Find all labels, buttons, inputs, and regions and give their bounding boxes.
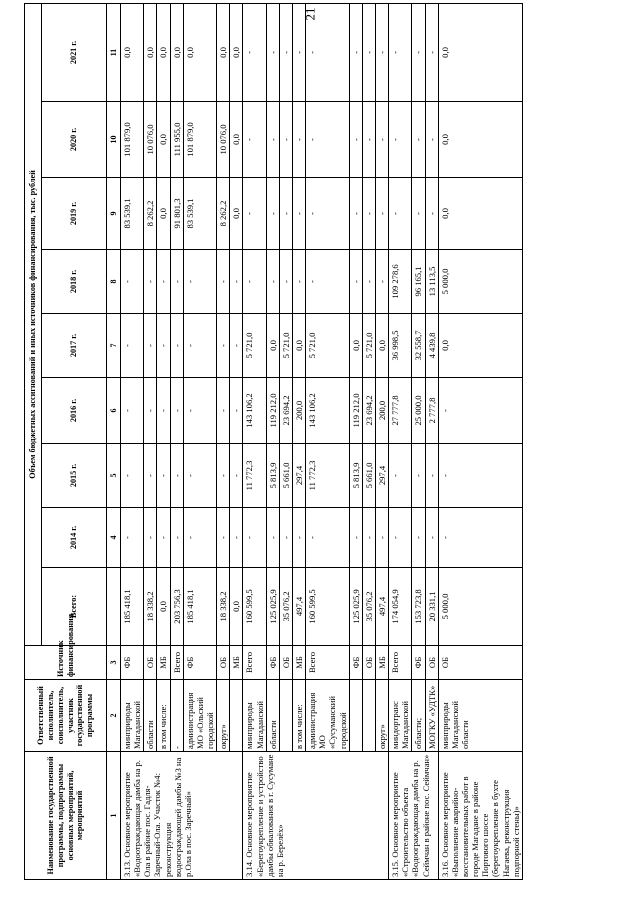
total-value-cell: 18 338,2 xyxy=(217,568,230,646)
total-value-cell: 0,0 xyxy=(230,568,243,646)
column-number: 5 xyxy=(107,444,121,508)
executor-cell: минприроды Магаданской xyxy=(243,680,266,752)
column-number: 10 xyxy=(107,102,121,178)
year-value-cell: - xyxy=(349,178,362,250)
year-value-cell: 5 661,0 xyxy=(362,444,375,508)
year-value-cell: 5 721,0 xyxy=(362,314,375,378)
header-year: 2019 г. xyxy=(42,178,107,250)
year-value-cell: - xyxy=(230,314,243,378)
year-value-cell: - xyxy=(279,178,292,250)
header-source: Источник финансирования xyxy=(25,646,107,680)
year-value-cell: 109 278,6 xyxy=(389,250,412,314)
year-value-cell: - xyxy=(375,250,388,314)
source-cell: МБ xyxy=(157,646,170,680)
measure-name-cell: 3.14. Основное мероприятие «Берегоукрепление и устройство дамбы обвалования в г. Сусумане на р. Берелёх» xyxy=(243,752,389,880)
total-value-cell: 497,4 xyxy=(375,568,388,646)
table-row xyxy=(230,3,243,879)
year-value-cell: - xyxy=(217,314,230,378)
year-value-cell: 143 106,2 xyxy=(306,378,350,444)
column-number xyxy=(107,568,121,646)
source-cell: МБ xyxy=(230,646,243,680)
year-value-cell: 96 165,1 xyxy=(412,250,425,314)
year-value-cell: 0,0 xyxy=(183,3,216,101)
header-year: 2021 г. xyxy=(42,3,107,101)
year-value-cell: 8 262,2 xyxy=(217,178,230,250)
source-cell: Всего xyxy=(306,646,350,680)
year-value-cell: 32 558,7 xyxy=(412,314,425,378)
year-value-cell: - xyxy=(144,444,157,508)
year-value-cell: - xyxy=(389,508,412,568)
executor-cell: в том числе: xyxy=(157,680,170,752)
year-value-cell: - xyxy=(157,314,170,378)
column-number: 7 xyxy=(107,314,121,378)
executor-cell: области xyxy=(266,680,279,752)
year-value-cell: - xyxy=(425,178,438,250)
source-cell: ФБ xyxy=(266,646,279,680)
page-number: 21 xyxy=(302,7,318,21)
year-value-cell: 0,0 xyxy=(438,102,522,178)
total-value-cell: 185 418,1 xyxy=(121,568,144,646)
year-value-cell: - xyxy=(375,102,388,178)
year-value-cell: - xyxy=(183,314,216,378)
year-value-cell: 5 813,9 xyxy=(349,444,362,508)
column-number: 9 xyxy=(107,178,121,250)
year-value-cell: 5 661,0 xyxy=(279,444,292,508)
total-value-cell: 0,0 xyxy=(157,568,170,646)
year-value-cell: - xyxy=(157,508,170,568)
total-value-cell: 35 076,2 xyxy=(362,568,375,646)
table-row xyxy=(362,3,375,879)
year-value-cell: - xyxy=(375,178,388,250)
year-value-cell: 36 998,5 xyxy=(389,314,412,378)
table-row xyxy=(349,3,362,879)
year-value-cell: - xyxy=(349,508,362,568)
year-value-cell: - xyxy=(389,102,412,178)
total-value-cell: 5 000,0 xyxy=(438,568,522,646)
header-total: Всего: xyxy=(42,568,107,646)
column-number: 8 xyxy=(107,250,121,314)
year-value-cell: - xyxy=(362,250,375,314)
year-value-cell: - xyxy=(230,508,243,568)
year-value-cell: - xyxy=(349,250,362,314)
year-value-cell: - xyxy=(279,102,292,178)
year-value-cell: - xyxy=(412,3,425,101)
year-value-cell: - xyxy=(362,178,375,250)
year-value-cell: - xyxy=(279,250,292,314)
year-value-cell: - xyxy=(170,444,183,508)
table-row xyxy=(170,3,183,879)
year-value-cell: - xyxy=(362,508,375,568)
year-value-cell: 143 106,2 xyxy=(243,378,266,444)
year-value-cell: 297,4 xyxy=(375,444,388,508)
year-value-cell: 10 076,0 xyxy=(217,102,230,178)
year-value-cell: 11 772,3 xyxy=(243,444,266,508)
source-cell: Всего xyxy=(243,646,266,680)
executor-cell xyxy=(279,680,292,752)
year-value-cell: - xyxy=(157,250,170,314)
year-value-cell: - xyxy=(266,3,279,101)
year-value-cell: - xyxy=(389,444,412,508)
year-value-cell: - xyxy=(349,3,362,101)
year-value-cell: - xyxy=(157,378,170,444)
executor-cell: администрация МО «Ольский городской xyxy=(183,680,216,752)
year-value-cell: 119 212,0 xyxy=(349,378,362,444)
table-row xyxy=(306,3,350,879)
source-cell: Всего xyxy=(170,646,183,680)
year-value-cell: 5 721,0 xyxy=(306,314,350,378)
year-value-cell: - xyxy=(217,444,230,508)
executor-cell: администрация МО «Сусуманский городской xyxy=(306,680,350,752)
year-value-cell: - xyxy=(438,508,522,568)
source-cell: ОБ xyxy=(144,646,157,680)
year-value-cell: - xyxy=(389,3,412,101)
year-value-cell: - xyxy=(243,250,266,314)
executor-cell: в том числе: xyxy=(292,680,305,752)
header-year: 2015 г. xyxy=(42,444,107,508)
year-value-cell: 200,0 xyxy=(292,378,305,444)
year-value-cell: 0,0 xyxy=(157,178,170,250)
year-value-cell: 83 539,1 xyxy=(183,178,216,250)
table-row xyxy=(157,3,170,879)
year-value-cell: - xyxy=(121,250,144,314)
year-value-cell: - xyxy=(121,314,144,378)
executor-cell: округ» xyxy=(375,680,388,752)
year-value-cell: - xyxy=(183,444,216,508)
total-value-cell: 35 076,2 xyxy=(279,568,292,646)
header-year: 2020 г. xyxy=(42,102,107,178)
measure-name-cell: 3.15. Основное мероприятие «Строительство объекта «Водоограждающая дамба на р. Сеймчан в районе пос. Сеймчан» xyxy=(389,752,439,880)
year-value-cell: 8 262,2 xyxy=(144,178,157,250)
year-value-cell: 25 000,0 xyxy=(412,378,425,444)
year-value-cell: - xyxy=(157,444,170,508)
year-value-cell: 0,0 xyxy=(230,102,243,178)
executor-cell: - xyxy=(170,680,183,752)
column-number: 3 xyxy=(107,646,121,680)
year-value-cell: - xyxy=(266,508,279,568)
table-row xyxy=(438,3,522,879)
source-cell: ОБ xyxy=(217,646,230,680)
year-value-cell: - xyxy=(243,508,266,568)
source-cell: ОБ xyxy=(438,646,522,680)
year-value-cell: 200,0 xyxy=(375,378,388,444)
year-value-cell: - xyxy=(144,314,157,378)
column-number: 11 xyxy=(107,3,121,101)
year-value-cell: - xyxy=(389,178,412,250)
year-value-cell: - xyxy=(266,178,279,250)
executor-cell: миндортранс Магаданской xyxy=(389,680,412,752)
year-value-cell: - xyxy=(306,250,350,314)
column-number: 2 xyxy=(107,680,121,752)
year-value-cell: 5 721,0 xyxy=(279,314,292,378)
source-cell: Всего xyxy=(389,646,412,680)
source-cell: ФБ xyxy=(121,646,144,680)
year-value-cell: 5 813,9 xyxy=(266,444,279,508)
year-value-cell: - xyxy=(306,178,350,250)
year-value-cell: - xyxy=(362,3,375,101)
table-row xyxy=(412,3,425,879)
year-value-cell: 0,0 xyxy=(438,314,522,378)
year-value-cell: - xyxy=(217,378,230,444)
total-value-cell: 160 599,5 xyxy=(306,568,350,646)
table-row xyxy=(217,3,230,879)
year-value-cell: 0,0 xyxy=(349,314,362,378)
year-value-cell: - xyxy=(375,508,388,568)
year-value-cell: - xyxy=(306,102,350,178)
header-name: Наименование государственной программы, подпрограммы основных мероприятий, мероприятий xyxy=(25,752,107,880)
header-funding-group: Объем бюджетных ассигнований и иных источников финансирования, тыс. рублей xyxy=(25,3,42,645)
year-value-cell: 0,0 xyxy=(375,314,388,378)
total-value-cell: 125 025,9 xyxy=(266,568,279,646)
total-value-cell: 174 054,9 xyxy=(389,568,412,646)
year-value-cell: - xyxy=(144,508,157,568)
table-row xyxy=(243,3,266,879)
year-value-cell: 13 113,5 xyxy=(425,250,438,314)
header-year: 2016 г. xyxy=(42,378,107,444)
year-value-cell: 297,4 xyxy=(292,444,305,508)
year-value-cell: - xyxy=(438,378,522,444)
source-cell: ФБ xyxy=(349,646,362,680)
year-value-cell: - xyxy=(412,508,425,568)
source-cell: ФБ xyxy=(412,646,425,680)
total-value-cell: 153 723,8 xyxy=(412,568,425,646)
year-value-cell: - xyxy=(243,3,266,101)
year-value-cell: - xyxy=(170,378,183,444)
measure-name-cell: 3.13. Основное мероприятие «Водоотраждающая дамба на р. Ола в районе пос. Гадля-Заречный-Ола. Участок №4: реконструкция водоограждающей дамбы №3 на р.Ола в пос. Заречный» xyxy=(121,752,243,880)
column-number: 4 xyxy=(107,508,121,568)
year-value-cell: - xyxy=(425,3,438,101)
year-value-cell: - xyxy=(412,102,425,178)
year-value-cell: - xyxy=(266,250,279,314)
year-value-cell: 111 955,0 xyxy=(170,102,183,178)
year-value-cell: - xyxy=(425,102,438,178)
year-value-cell: - xyxy=(266,102,279,178)
executor-cell xyxy=(230,680,243,752)
table-row xyxy=(292,3,305,879)
year-value-cell: 0,0 xyxy=(266,314,279,378)
total-value-cell: 125 025,9 xyxy=(349,568,362,646)
year-value-cell: - xyxy=(144,250,157,314)
year-value-cell: 83 539,1 xyxy=(121,178,144,250)
source-cell: МБ xyxy=(375,646,388,680)
year-value-cell: 101 879,0 xyxy=(121,102,144,178)
year-value-cell: - xyxy=(412,178,425,250)
year-value-cell: 0,0 xyxy=(217,3,230,101)
measure-name-cell: 3.16. Основное мероприятие «Выполнение аварийно-восстановительных работ в городе Магадане в районе Портового шоссе (берегоукрепление в бухте Нагаева, реконструкция подпорной стены)» xyxy=(438,752,522,880)
year-value-cell: 119 212,0 xyxy=(266,378,279,444)
table-row xyxy=(389,3,412,879)
table-row xyxy=(375,3,388,879)
year-value-cell: - xyxy=(217,508,230,568)
total-value-cell: 203 756,3 xyxy=(170,568,183,646)
year-value-cell: - xyxy=(121,508,144,568)
year-value-cell: - xyxy=(279,508,292,568)
source-cell: МБ xyxy=(292,646,305,680)
year-value-cell: 0,0 xyxy=(157,3,170,101)
year-value-cell: - xyxy=(243,102,266,178)
table-row xyxy=(121,3,144,879)
executor-cell xyxy=(349,680,362,752)
funding-table xyxy=(24,3,523,880)
year-value-cell: 27 777,8 xyxy=(389,378,412,444)
year-value-cell: 5 000,0 xyxy=(438,250,522,314)
table-body xyxy=(121,3,523,879)
year-value-cell: 0,0 xyxy=(144,3,157,101)
year-value-cell: - xyxy=(279,3,292,101)
year-value-cell: - xyxy=(170,508,183,568)
year-value-cell: 101 879,0 xyxy=(183,102,216,178)
executor-cell: области xyxy=(144,680,157,752)
table-row xyxy=(266,3,279,879)
header-year: 2014 г. xyxy=(42,508,107,568)
year-value-cell: - xyxy=(217,250,230,314)
year-value-cell: 23 694,2 xyxy=(362,378,375,444)
executor-cell: минприроды Магаданской xyxy=(121,680,144,752)
source-cell: ОБ xyxy=(362,646,375,680)
year-value-cell: - xyxy=(412,444,425,508)
year-value-cell: 23 694,2 xyxy=(279,378,292,444)
year-value-cell: - xyxy=(243,178,266,250)
year-value-cell: - xyxy=(306,3,350,101)
source-cell: ФБ xyxy=(183,646,216,680)
year-value-cell: - xyxy=(292,3,305,101)
year-value-cell: 0,0 xyxy=(438,178,522,250)
executor-cell: МОГКУ «УДТК» xyxy=(425,680,438,752)
rotated-table-container xyxy=(24,4,620,880)
year-value-cell: - xyxy=(292,102,305,178)
executor-cell: округ» xyxy=(217,680,230,752)
year-value-cell: - xyxy=(183,378,216,444)
header-executor: Ответственный исполнитель, соисполнитель, участник государственной программы xyxy=(25,680,107,752)
year-value-cell: 0,0 xyxy=(170,3,183,101)
year-value-cell: 10 076,0 xyxy=(144,102,157,178)
year-value-cell: - xyxy=(183,250,216,314)
year-value-cell: 0,0 xyxy=(230,3,243,101)
source-cell: ОБ xyxy=(279,646,292,680)
year-value-cell: - xyxy=(362,102,375,178)
header-year: 2017 г. xyxy=(42,314,107,378)
total-value-cell: 20 331,1 xyxy=(425,568,438,646)
year-value-cell: 4 439,8 xyxy=(425,314,438,378)
year-value-cell: - xyxy=(230,250,243,314)
column-number: 6 xyxy=(107,378,121,444)
year-value-cell: 5 721,0 xyxy=(243,314,266,378)
total-value-cell: 497,4 xyxy=(292,568,305,646)
year-value-cell: - xyxy=(121,378,144,444)
year-value-cell: 0,0 xyxy=(121,3,144,101)
executor-cell xyxy=(362,680,375,752)
year-value-cell: 0,0 xyxy=(438,3,522,101)
total-value-cell: 185 418,1 xyxy=(183,568,216,646)
table-row xyxy=(183,3,216,879)
year-value-cell: - xyxy=(349,102,362,178)
source-cell: ОБ xyxy=(425,646,438,680)
year-value-cell: - xyxy=(121,444,144,508)
year-value-cell: - xyxy=(230,444,243,508)
total-value-cell: 18 338,2 xyxy=(144,568,157,646)
year-value-cell: - xyxy=(170,250,183,314)
year-value-cell: 0,0 xyxy=(292,314,305,378)
year-value-cell: - xyxy=(306,508,350,568)
year-value-cell: 11 772,3 xyxy=(306,444,350,508)
executor-cell: области; xyxy=(412,680,425,752)
year-value-cell: - xyxy=(292,178,305,250)
table-row xyxy=(425,3,438,879)
column-number: 1 xyxy=(107,752,121,880)
year-value-cell: - xyxy=(425,444,438,508)
year-value-cell: - xyxy=(170,314,183,378)
year-value-cell: 0,0 xyxy=(230,178,243,250)
year-value-cell: - xyxy=(230,378,243,444)
year-value-cell: - xyxy=(438,444,522,508)
year-value-cell: - xyxy=(183,508,216,568)
year-value-cell: - xyxy=(375,3,388,101)
table-row xyxy=(144,3,157,879)
executor-cell: минприроды Магаданской области xyxy=(438,680,522,752)
year-value-cell: 2 777,8 xyxy=(425,378,438,444)
year-value-cell: - xyxy=(144,378,157,444)
table-row xyxy=(279,3,292,879)
header-year: 2018 г. xyxy=(42,250,107,314)
year-value-cell: 91 801,3 xyxy=(170,178,183,250)
total-value-cell: 160 599,5 xyxy=(243,568,266,646)
year-value-cell: 0,0 xyxy=(157,102,170,178)
year-value-cell: - xyxy=(292,508,305,568)
year-value-cell: - xyxy=(292,250,305,314)
year-value-cell: - xyxy=(425,508,438,568)
